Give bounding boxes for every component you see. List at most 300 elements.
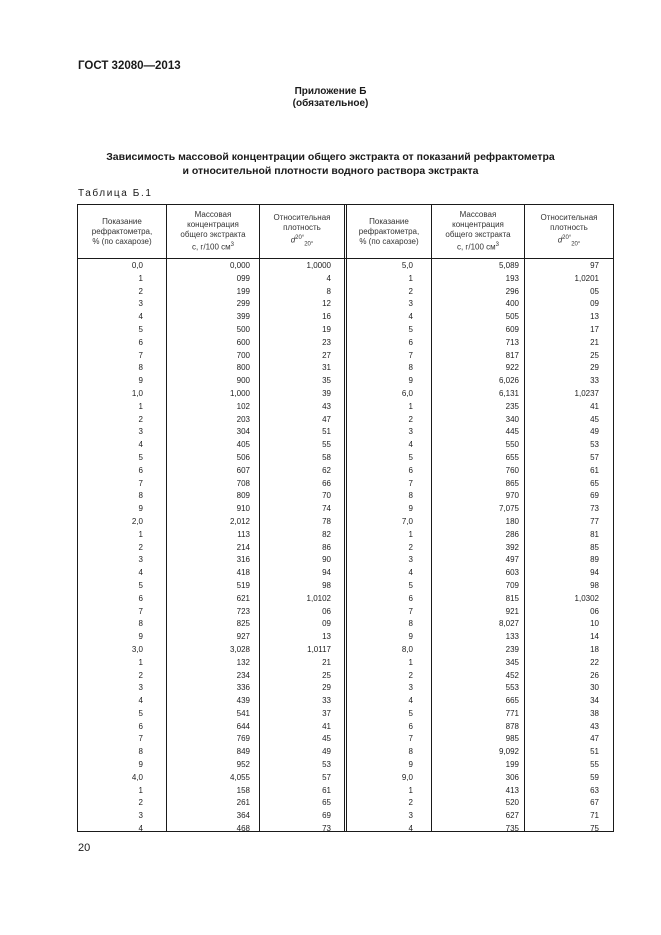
table-cell: 3,0	[131, 644, 143, 654]
table-cell: 06	[322, 606, 331, 616]
table-cell: 75	[590, 824, 599, 834]
table-row	[78, 631, 613, 644]
table-cell: 25	[590, 350, 599, 360]
table-row	[78, 682, 613, 695]
table-row	[78, 260, 613, 273]
table-cell: 1	[408, 785, 413, 795]
table-cell: 71	[590, 811, 599, 821]
table-cell: 31	[322, 363, 331, 373]
table-cell: 29	[322, 683, 331, 693]
table-cell: 1	[408, 273, 413, 283]
table-row	[78, 708, 613, 721]
table-cell: 1,0237	[574, 388, 599, 398]
table-cell: 299	[236, 299, 250, 309]
table-cell: 6	[408, 721, 413, 731]
table-cell: 2	[408, 542, 413, 552]
table-cell: 3	[138, 555, 143, 565]
table-row	[78, 503, 613, 516]
table-cell: 713	[505, 337, 519, 347]
table-cell: 1,0102	[306, 593, 331, 603]
table-cell: 77	[590, 516, 599, 526]
table-row	[78, 644, 613, 657]
table-cell: 05	[590, 286, 599, 296]
table-row	[78, 580, 613, 593]
table-cell: 86	[322, 542, 331, 552]
table-cell: 445	[505, 427, 519, 437]
table-cell: 4	[408, 568, 413, 578]
table-cell: 8	[326, 286, 331, 296]
header-refractometer-left	[78, 205, 166, 258]
table-cell: 4	[138, 824, 143, 834]
table-cell: 19	[322, 324, 331, 334]
table-cell: 345	[505, 657, 519, 667]
table-cell: 520	[505, 798, 519, 808]
table-cell: 306	[505, 772, 519, 782]
table-cell: 304	[236, 427, 250, 437]
header-text: Показание	[369, 216, 409, 226]
table-cell: 41	[322, 721, 331, 731]
table-cell: 6,026	[498, 376, 519, 386]
table-cell: 2,012	[229, 516, 250, 526]
table-cell: 70	[322, 491, 331, 501]
table-cell: 849	[236, 747, 250, 757]
table-row	[78, 657, 613, 670]
table-cell: 13	[322, 632, 331, 642]
table-cell: 53	[322, 760, 331, 770]
table-cell: 78	[322, 516, 331, 526]
table-row	[78, 759, 613, 772]
table-cell: 4	[326, 273, 331, 283]
table-cell: 6	[138, 337, 143, 347]
table-cell: 644	[236, 721, 250, 731]
header-text: плотность	[283, 223, 321, 233]
table-cell: 239	[505, 644, 519, 654]
table-cell: 800	[236, 363, 250, 373]
header-subscript: 20°	[304, 241, 314, 248]
header-text: % (по сахарозе)	[359, 236, 419, 246]
table-cell: 102	[236, 401, 250, 411]
table-row	[78, 439, 613, 452]
table-cell: 1,0117	[307, 644, 331, 654]
table-cell: 8	[138, 363, 143, 373]
table-row	[78, 414, 613, 427]
table-cell: 61	[322, 785, 331, 795]
table-cell: 1,000	[229, 388, 250, 398]
table-cell: 3	[408, 555, 413, 565]
table-cell: 9	[138, 760, 143, 770]
table-cell: 7	[138, 478, 143, 488]
table-cell: 815	[505, 593, 519, 603]
table-cell: 35	[322, 376, 331, 386]
table-cell: 952	[236, 760, 250, 770]
table-cell: 286	[505, 529, 519, 539]
table-cell: 665	[505, 696, 519, 706]
table-cell: 553	[505, 683, 519, 693]
table-cell: 62	[322, 465, 331, 475]
table-cell: 09	[322, 619, 331, 629]
table-row	[78, 273, 613, 286]
table-cell: 3	[138, 427, 143, 437]
table-cell: 2	[138, 798, 143, 808]
table-cell: 1,0000	[306, 261, 331, 270]
table-cell: 203	[236, 414, 250, 424]
table-cell: 94	[590, 568, 599, 578]
header-superscript: 20°	[562, 235, 572, 242]
table-row	[78, 823, 613, 836]
table-cell: 2	[138, 670, 143, 680]
table-cell: 8	[138, 619, 143, 629]
table-cell: 193	[505, 273, 519, 283]
table-cell: 18	[590, 644, 599, 654]
table-cell: 9	[408, 504, 413, 514]
table-row	[78, 746, 613, 759]
header-text: рефрактометра,	[91, 226, 153, 236]
header-text: c, г/100 см	[191, 242, 231, 252]
header-refractometer-right	[347, 205, 431, 258]
table-row	[78, 311, 613, 324]
header-text: Относительная	[273, 213, 331, 223]
table-cell: 29	[590, 363, 599, 373]
table-cell: 771	[505, 708, 519, 718]
table-cell: 603	[505, 568, 519, 578]
table-row	[78, 593, 613, 606]
table-cell: 9	[138, 504, 143, 514]
table-cell: 5	[408, 452, 413, 462]
table-cell: 5,089	[498, 261, 519, 270]
table-row	[78, 401, 613, 414]
table-cell: 98	[590, 580, 599, 590]
table-cell: 13	[590, 312, 599, 322]
table-cell: 4	[138, 440, 143, 450]
table-cell: 3	[408, 683, 413, 693]
header-mass-right	[432, 205, 524, 258]
table-cell: 985	[505, 734, 519, 744]
table-row	[78, 797, 613, 810]
table-cell: 541	[236, 708, 250, 718]
table-cell: 89	[590, 555, 599, 565]
table-cell: 3	[138, 811, 143, 821]
table-cell: 4	[408, 824, 413, 834]
table-cell: 8	[408, 491, 413, 501]
table-cell: 296	[505, 286, 519, 296]
table-cell: 865	[505, 478, 519, 488]
table-cell: 6	[408, 337, 413, 347]
header-text: Массовая	[459, 210, 497, 220]
table-cell: 22	[590, 657, 599, 667]
table-cell: 8,0	[401, 644, 413, 654]
table-cell: 900	[236, 376, 250, 386]
header-text: концентрация	[452, 220, 504, 230]
table-cell: 132	[236, 657, 250, 667]
table-cell: 65	[322, 798, 331, 808]
table-cell: 49	[590, 427, 599, 437]
refractometer-table	[77, 204, 614, 832]
table-cell: 4	[138, 312, 143, 322]
table-cell: 099	[236, 273, 250, 283]
appendix-title: Приложение Б	[294, 86, 367, 97]
table-cell: 760	[505, 465, 519, 475]
table-cell: 0,0	[131, 261, 143, 270]
table-cell: 3	[408, 427, 413, 437]
table-cell: 4	[138, 696, 143, 706]
table-cell: 439	[236, 696, 250, 706]
table-cell: 261	[236, 798, 250, 808]
header-text: c, г/100 см	[456, 242, 496, 252]
table-cell: 708	[236, 478, 250, 488]
table-row	[78, 516, 613, 529]
table-row	[78, 286, 613, 299]
table-cell: 2	[138, 542, 143, 552]
table-cell: 74	[322, 504, 331, 514]
table-cell: 45	[590, 414, 599, 424]
table-row	[78, 478, 613, 491]
table-row	[78, 733, 613, 746]
header-superscript: 3	[495, 242, 499, 249]
table-cell: 10	[590, 619, 599, 629]
document-title	[60, 150, 601, 178]
table-cell: 133	[505, 632, 519, 642]
header-text: плотность	[550, 223, 588, 233]
table-cell: 66	[322, 478, 331, 488]
table-row	[78, 490, 613, 503]
table-cell: 180	[505, 516, 519, 526]
table-cell: 55	[590, 760, 599, 770]
table-cell: 2	[138, 414, 143, 424]
table-row	[78, 426, 613, 439]
header-text: общего экстракта	[445, 230, 511, 240]
table-cell: 413	[505, 785, 519, 795]
table-cell: 519	[236, 580, 250, 590]
table-cell: 21	[590, 337, 599, 347]
table-cell: 7,0	[401, 516, 413, 526]
table-cell: 57	[322, 772, 331, 782]
table-cell: 234	[236, 670, 250, 680]
table-cell: 1	[408, 657, 413, 667]
table-row	[78, 618, 613, 631]
table-cell: 82	[322, 529, 331, 539]
table-cell: 769	[236, 734, 250, 744]
table-cell: 4	[408, 696, 413, 706]
page-number: 20	[78, 842, 91, 854]
table-cell: 9	[408, 760, 413, 770]
table-cell: 21	[322, 657, 331, 667]
table-cell: 497	[505, 555, 519, 565]
table-cell: 7	[408, 478, 413, 488]
header-subscript: 20°	[571, 241, 581, 248]
header-density-left	[260, 205, 344, 258]
table-cell: 927	[236, 632, 250, 642]
table-row	[78, 567, 613, 580]
table-cell: 69	[590, 491, 599, 501]
table-cell: 8	[138, 747, 143, 757]
table-cell: 53	[590, 440, 599, 450]
table-cell: 30	[590, 683, 599, 693]
table-cell: 6	[408, 593, 413, 603]
table-row	[78, 375, 613, 388]
table-cell: 49	[322, 747, 331, 757]
table-caption: Таблица Б.1	[78, 188, 153, 199]
table-cell: 67	[590, 798, 599, 808]
table-cell: 4	[408, 440, 413, 450]
table-cell: 4	[138, 568, 143, 578]
table-cell: 3	[138, 683, 143, 693]
table-cell: 878	[505, 721, 519, 731]
table-cell: 39	[322, 388, 331, 398]
table-cell: 47	[590, 734, 599, 744]
table-cell: 2,0	[131, 516, 143, 526]
table-cell: 2	[408, 798, 413, 808]
table-cell: 3	[408, 811, 413, 821]
table-row	[78, 670, 613, 683]
table-cell: 7	[138, 606, 143, 616]
table-cell: 158	[236, 785, 250, 795]
table-cell: 61	[590, 465, 599, 475]
table-cell: 59	[590, 772, 599, 782]
table-cell: 4,055	[229, 772, 250, 782]
appendix-heading	[0, 86, 661, 110]
title-line-1: Зависимость массовой концентрации общего экстракта от показаний рефрактометра	[106, 151, 555, 163]
table-cell: 3,028	[229, 644, 250, 654]
header-text: Массовая	[194, 210, 232, 220]
table-cell: 609	[505, 324, 519, 334]
table-cell: 2	[408, 670, 413, 680]
table-cell: 550	[505, 440, 519, 450]
table-cell: 38	[590, 708, 599, 718]
table-cell: 1,0201	[574, 273, 599, 283]
table-row	[78, 785, 613, 798]
table-cell: 4	[408, 312, 413, 322]
table-cell: 970	[505, 491, 519, 501]
table-cell: 5	[138, 452, 143, 462]
table-cell: 2	[408, 414, 413, 424]
header-text: Относительная	[540, 213, 598, 223]
table-cell: 1	[138, 657, 143, 667]
header-mass-left	[167, 205, 259, 258]
table-row	[78, 324, 613, 337]
appendix-status: (обязательное)	[292, 98, 369, 109]
table-cell: 06	[590, 606, 599, 616]
table-cell: 63	[590, 785, 599, 795]
table-cell: 700	[236, 350, 250, 360]
header-text: Показание	[102, 216, 142, 226]
table-cell: 45	[322, 734, 331, 744]
table-cell: 5	[138, 324, 143, 334]
table-cell: 723	[236, 606, 250, 616]
table-cell: 57	[590, 452, 599, 462]
table-cell: 418	[236, 568, 250, 578]
table-cell: 51	[322, 427, 331, 437]
table-row	[78, 810, 613, 823]
table-cell: 364	[236, 811, 250, 821]
density-symbol: d	[290, 236, 296, 246]
table-row	[78, 388, 613, 401]
table-cell: 316	[236, 555, 250, 565]
table-cell: 621	[236, 593, 250, 603]
table-row	[78, 772, 613, 785]
table-cell: 55	[322, 440, 331, 450]
table-cell: 9	[408, 632, 413, 642]
table-cell: 506	[236, 452, 250, 462]
table-cell: 8	[408, 619, 413, 629]
table-cell: 6	[138, 721, 143, 731]
header-text: общего экстракта	[180, 230, 246, 240]
header-density-right	[525, 205, 613, 258]
table-row	[78, 554, 613, 567]
table-cell: 73	[322, 824, 331, 834]
table-cell: 16	[322, 312, 331, 322]
table-cell: 6,131	[498, 388, 519, 398]
table-cell: 8	[408, 747, 413, 757]
table-cell: 921	[505, 606, 519, 616]
table-cell: 6	[138, 593, 143, 603]
table-cell: 6	[408, 465, 413, 475]
table-cell: 4,0	[131, 772, 143, 782]
table-cell: 500	[236, 324, 250, 334]
table-row	[78, 452, 613, 465]
table-cell: 1	[138, 785, 143, 795]
table-cell: 655	[505, 452, 519, 462]
table-cell: 33	[590, 376, 599, 386]
table-cell: 73	[590, 504, 599, 514]
table-cell: 910	[236, 504, 250, 514]
table-cell: 7	[408, 350, 413, 360]
table-cell: 7,075	[498, 504, 519, 514]
table-cell: 43	[322, 401, 331, 411]
title-line-2: и относительной плотности водного раствора экстракта	[182, 165, 479, 177]
table-cell: 47	[322, 414, 331, 424]
table-cell: 1	[408, 529, 413, 539]
table-cell: 505	[505, 312, 519, 322]
table-cell: 81	[590, 529, 599, 539]
table-cell: 97	[590, 261, 599, 270]
table-cell: 405	[236, 440, 250, 450]
table-cell: 735	[505, 824, 519, 834]
table-cell: 51	[590, 747, 599, 757]
table-row	[78, 362, 613, 375]
table-cell: 9,092	[498, 747, 519, 757]
table-cell: 65	[590, 478, 599, 488]
table-cell: 69	[322, 811, 331, 821]
table-cell: 2	[408, 286, 413, 296]
table-cell: 90	[322, 555, 331, 565]
table-cell: 1,0302	[574, 593, 599, 603]
table-cell: 8,027	[498, 619, 519, 629]
table-cell: 392	[505, 542, 519, 552]
table-cell: 5,0	[401, 261, 413, 270]
table-cell: 98	[322, 580, 331, 590]
table-cell: 5	[408, 580, 413, 590]
header-text: % (по сахарозе)	[92, 236, 152, 246]
table-cell: 7	[138, 734, 143, 744]
table-cell: 399	[236, 312, 250, 322]
table-cell: 214	[236, 542, 250, 552]
table-cell: 3	[408, 299, 413, 309]
table-cell: 1	[138, 401, 143, 411]
table-cell: 627	[505, 811, 519, 821]
table-body	[78, 260, 613, 836]
table-cell: 37	[322, 708, 331, 718]
table-cell: 34	[590, 696, 599, 706]
table-row	[78, 298, 613, 311]
table-cell: 235	[505, 401, 519, 411]
table-cell: 9	[138, 632, 143, 642]
table-cell: 85	[590, 542, 599, 552]
table-cell: 1	[138, 273, 143, 283]
table-cell: 817	[505, 350, 519, 360]
table-cell: 12	[322, 299, 331, 309]
table-cell: 58	[322, 452, 331, 462]
table-cell: 17	[590, 324, 599, 334]
